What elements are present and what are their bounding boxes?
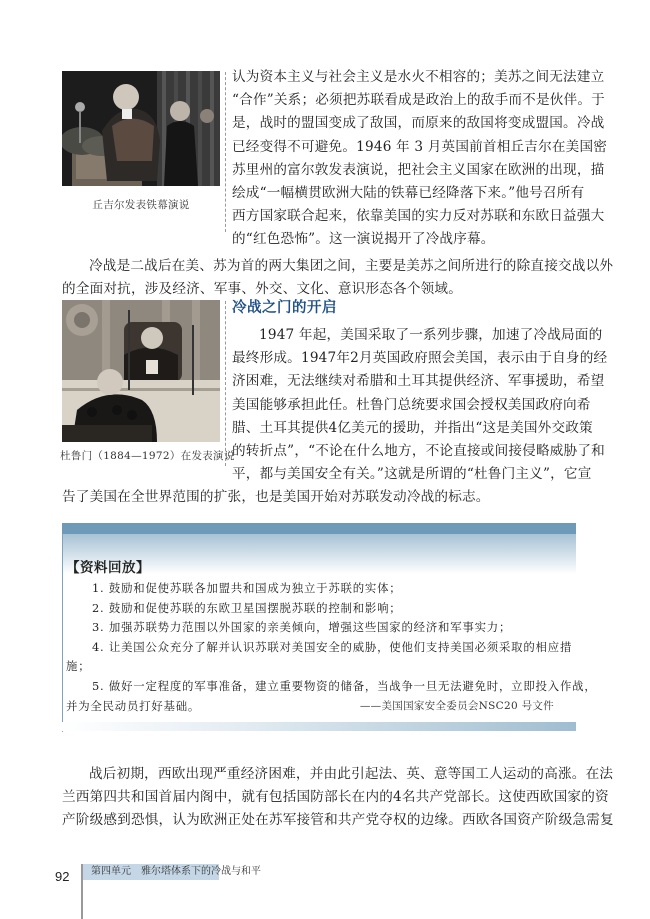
box-bottom-gradient — [62, 722, 576, 731]
text-line: 战后初期，西欧出现严重经济困难，并由此引起法、英、意等国工人运动的高涨。在法 — [89, 766, 614, 782]
figure2-divider — [225, 301, 226, 466]
text-line: 腊、土耳其提供4亿美元的援助，并指出“这是美国外交政策 — [232, 419, 593, 436]
footer-unit-band — [83, 864, 261, 880]
paragraph-churchill — [232, 66, 608, 252]
churchill-photo-caption: 丘吉尔发表铁幕演说 — [92, 199, 190, 211]
text-line: 已经变得不可避免。1946 年 3 月英国前首相丘吉尔在美国密 — [232, 138, 608, 155]
text-line: “合作”关系；必须把苏联看成是政治上的敌手而不是伙伴。于 — [232, 92, 605, 109]
text-line: 兰西第四共和国首届内阁中，就有包括国防部长在内的4名共产党部长。这使西欧国家的资 — [62, 789, 609, 806]
material-review-box — [62, 523, 597, 733]
text-line: 是，战时的盟国变成了敌国，而原来的敌国将变成盟国。冷战 — [232, 115, 605, 132]
material-list — [66, 579, 597, 716]
footer-unit-title: 雅尔塔体系下的冷战与和平 — [141, 866, 261, 877]
text-line: 最终形成。1947年2月英国政府照会美国，表示由于自身的经 — [232, 350, 608, 367]
text-line: 绘成“一幅横贯欧洲大陆的铁幕已经降落下来。”他号召所有 — [232, 185, 585, 202]
photo-image-icon — [62, 300, 220, 442]
footer-unit: 第四单元 — [91, 866, 131, 877]
text-line: 美国能够承担此任。杜鲁门总统要求国会授权美国政府向希 — [232, 396, 591, 413]
text-line: 产阶级感到恐惧，认为欧洲正处在苏军接管和共产党夺权的边缘。西欧各国资产阶级急需复 — [62, 812, 614, 829]
section-title: 冷战之门的开启 — [232, 300, 337, 316]
text-line: 1947 年起，美国采取了一系列步骤，加速了冷战局面的 — [259, 327, 603, 343]
list-item: 2. 鼓励和促使苏联的东欧卫星国摆脱苏联的控制和影响； — [92, 600, 402, 615]
list-item: 1. 鼓励和促使苏联各加盟共和国成为独立于苏联的实体； — [92, 581, 402, 595]
material-heading: 【资料回放】 — [66, 560, 150, 576]
material-source: ——美国国家安全委员会NSC20 号文件 — [359, 700, 554, 712]
text-line: 冷战是二战后在美、苏为首的两大集团之间，主要是美苏之间所进行的除直接交战以外 — [89, 258, 614, 274]
list-item-continuation: 施； — [66, 659, 91, 674]
list-item: 3. 加强苏联势力范围以外国家的亲美倾向，增强这些国家的经济和军事实力； — [92, 620, 512, 635]
text-line: 的“红色恐怖”。这一演说揭开了冷战序幕。 — [232, 231, 495, 248]
text-line: 苏里州的富尔敦发表演说，把社会主义国家在欧洲的出现，描 — [232, 161, 605, 178]
text-line: 认为资本主义与社会主义是水火不相容的；美苏之间无法建立 — [232, 69, 605, 85]
text-line: 西方国家联合起来，依靠美国的实力反对苏联和东欧日益强大 — [232, 208, 605, 225]
churchill-photo — [62, 71, 220, 186]
truman-photo — [62, 300, 220, 442]
paragraph-truman-doctrine-tail — [62, 486, 578, 509]
paragraph-western-europe — [62, 763, 614, 833]
text-line: 的全面对抗，涉及经济、军事、外交、文化、意识形态各个领域。 — [62, 281, 463, 298]
list-item-continuation: 并为全民动员打好基础。 — [66, 698, 201, 713]
list-item: 5. 做好一定程度的军事准备，建立重要物资的储备，当战争一旦无法避免时，立即投入作战， — [92, 678, 597, 693]
text-line: 的转折点”，“不论在什么地方，不论直接或间接侵略威胁了和 — [232, 443, 605, 460]
list-item: 4. 让美国公众充分了解并认识苏联对美国安全的威胁，使他们支持美国必须采取的相应措 — [92, 639, 573, 654]
text-line: 济困难，无法继续对希腊和土耳其提供经济、军事援助，希望 — [232, 373, 605, 390]
text-line: 平，都与美国安全有关。”这就是所谓的“杜鲁门主义”，它宣 — [232, 466, 592, 483]
text-line: 告了美国在全世界范围的扩张，也是美国开始对苏联发动冷战的标志。 — [62, 489, 490, 505]
paragraph-truman-doctrine — [232, 324, 608, 486]
paragraph-cold-war-definition — [62, 255, 614, 301]
figure1-divider — [225, 72, 226, 232]
page-number: 92 — [55, 869, 70, 884]
truman-photo-caption: 杜鲁门（1884—1972）在发表演说 — [60, 450, 235, 462]
box-top-bar — [62, 523, 576, 534]
box-left-rule — [62, 534, 63, 732]
photo-image-icon — [62, 71, 220, 186]
